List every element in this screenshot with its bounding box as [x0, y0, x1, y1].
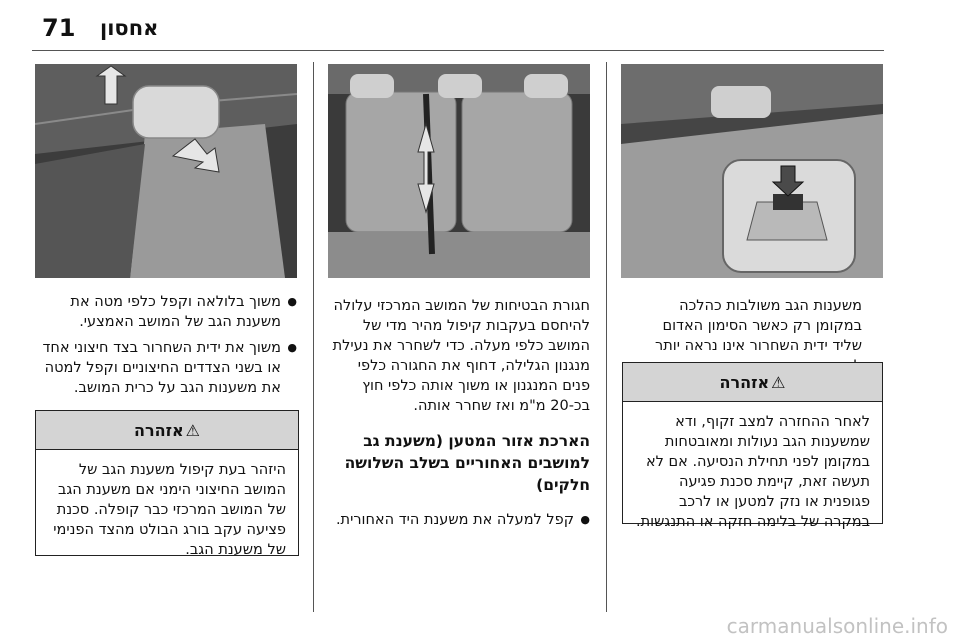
column-divider-right: [606, 62, 607, 612]
warning-body: לאחר ההחזרה למצב זקוף, ודא שמשענות הגב נעולות ומאובטחות במקומן לפני תחילת הנסיעה. אם לא תעשה זאת, קיימת סכנת פגיעה פגופנית או נזק למטען או לרכב במקרה של בלימה חזקה או התנגשות.: [636, 414, 870, 530]
belt-paragraph: חגורת הבטיחות של המושב המרכזי עלולה להיחסם בעקבות קיפול מהיר מדי של המושב כלפי מעלה. כדי לשחרר את נעילת מנגנון הגלילה, דחוף את החגורה כלפי פנים המנגנון או משוך אותה כלפי חוץ בכ-20 מ"מ ואז שחרר אותה.: [332, 298, 590, 414]
warning-title: אזהרה: [134, 420, 184, 440]
column-divider-left: [313, 62, 314, 612]
bullet-item: ● משוך את ידית השחרור בצד חיצוני אחד או בשני הצדדים החיצוניים וקפל למטה את משענות הגב על כרית המושב.: [35, 338, 297, 398]
middle-bullet-list: [326, 510, 590, 530]
warning-box-lock-check: [622, 362, 883, 530]
illustration-rear-bench: [328, 64, 590, 278]
warning-header: [623, 363, 882, 402]
left-column-text: [35, 292, 297, 404]
warning-body: היזהר בעת קיפול משענת הגב של המושב החיצוני הימני אם משענת הגב של המושב המרכזי כבר קופלה. סכנת פציעה עקב בורג הבולט מהצד הפנימי של משענת הגב.: [53, 462, 286, 558]
bullet-item: ● קפל למעלה את משענת היד האחורית.: [326, 510, 590, 530]
release-lever-illustration-svg: [621, 64, 883, 278]
illustration-release-lever: [621, 64, 883, 278]
subheading-extend-cargo: הארכת אזור המטען (משענת גב למושבים האחוריים בשלב השלושה חלקים): [344, 432, 590, 494]
warning-header: [36, 411, 298, 450]
watermark: carmanualsonline.info: [726, 614, 948, 638]
page-header: [0, 0, 960, 52]
warning-icon: ⚠: [185, 420, 201, 440]
headrest-illustration-svg: [35, 64, 297, 278]
middle-column-text: [326, 296, 590, 536]
bullet-item: ● משוך בלולאה וקפל כלפי מטה את משענת הגב של המושב האמצעי.: [35, 292, 297, 332]
section-title: אחסון: [100, 16, 159, 40]
lever-intro-paragraph: משענות הגב משולבות כהלכה במקומן רק כאשר הסימון האדום שליד ידית השחרור אינו נראה יותר: [655, 298, 862, 354]
rear-bench-illustration-svg: [328, 64, 590, 278]
header-rule: [32, 50, 884, 51]
warning-box-bolt: [35, 410, 299, 556]
warning-icon: ⚠: [771, 372, 786, 392]
illustration-headrest: [35, 64, 297, 278]
page-number: 71: [42, 14, 76, 42]
warning-title: אזהרה: [719, 372, 770, 392]
left-bullet-list: [35, 292, 297, 398]
